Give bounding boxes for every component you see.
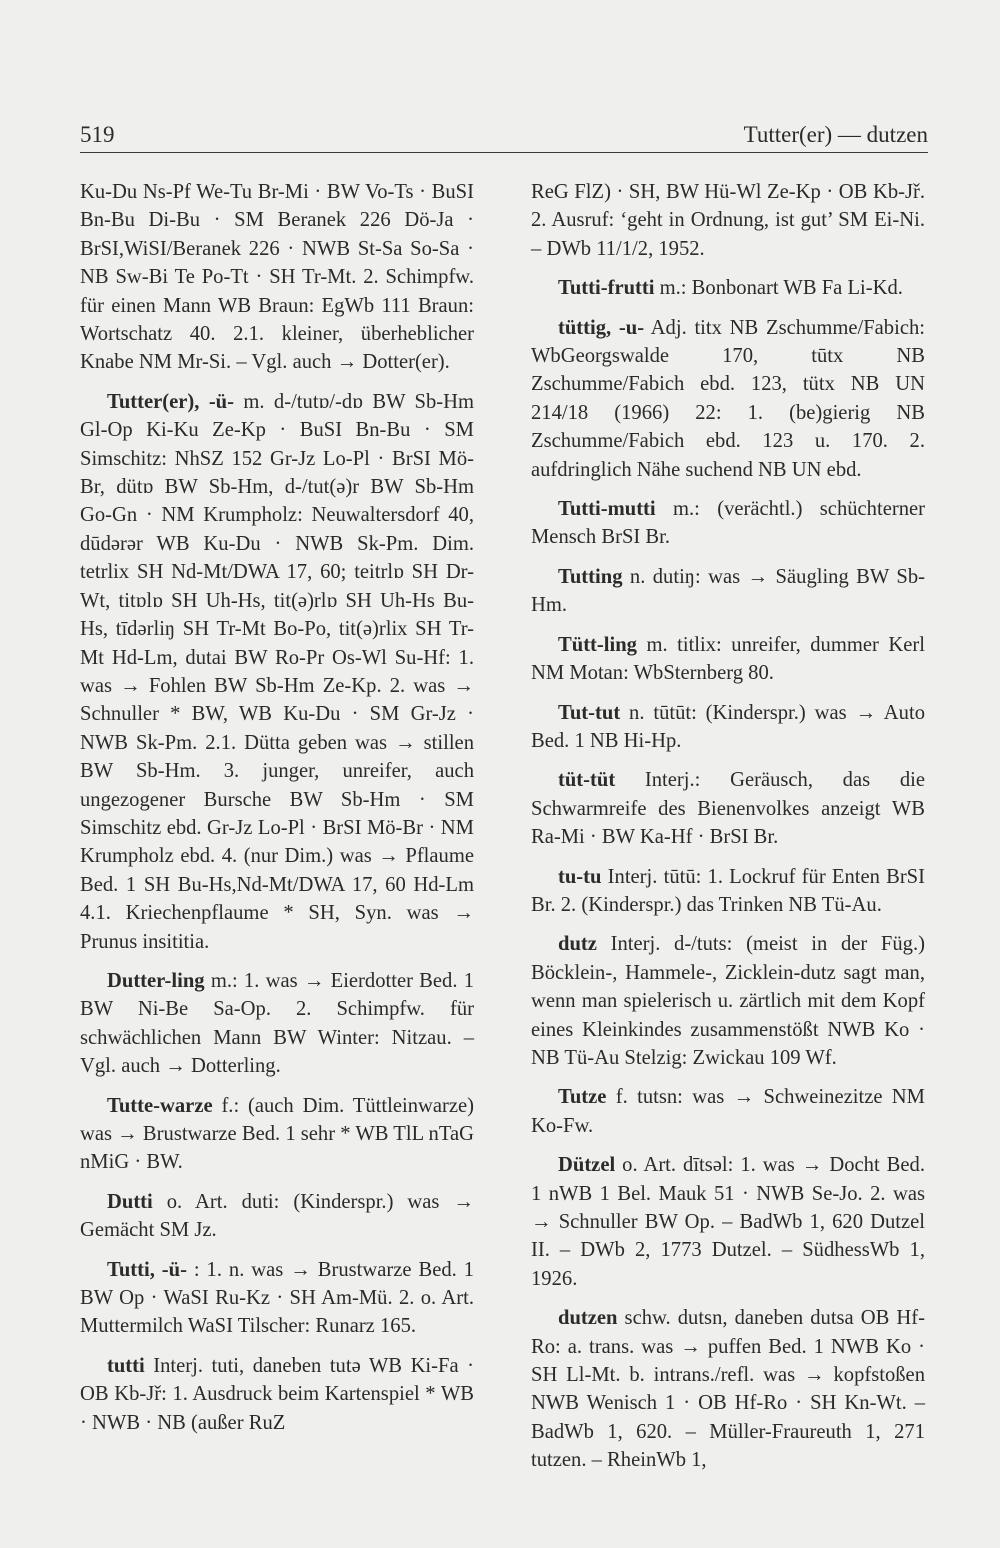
- entry-headword: tutti: [107, 1354, 145, 1377]
- page-header: [80, 118, 928, 153]
- entry-headword: Tütt-ling: [558, 633, 637, 656]
- dictionary-entry: [80, 1352, 474, 1437]
- entry-text: Adj. titx NB Zschumme/Fabich: WbGeorgswalde 170, tūtx NB Zschumme/Fabich ebd. 123, tütx NB UN 214/18 (1966) 22: 1. (be)gierig NB Zschumme/Fabich ebd. 123 u. 170. 2. aufdringlich Nähe suchend NB UN ebd.: [531, 316, 925, 481]
- dictionary-entry: [531, 178, 925, 263]
- entry-text: : 1. n. was → Brustwarze Bed. 1 BW Op · WaSI Ru-Kz · SH Am-Mü. 2. o. Art. Muttermilch WaSI Tilscher: Runarz 165.: [80, 1258, 474, 1338]
- dictionary-entry: [531, 1151, 925, 1293]
- dictionary-entry: [531, 495, 925, 552]
- left-column: [80, 178, 474, 1448]
- dictionary-entry: [80, 1092, 474, 1177]
- dictionary-entry: [80, 178, 474, 377]
- entry-headword: Tutting: [558, 565, 623, 588]
- entry-text: Interj. d-/tuts: (meist in der Füg.) Böcklein-, Hammele-, Zicklein-dutz sagt man, wenn man spielerisch u. zärtlich mit dem Kopf eines Kleinkindes zusammenstößt NWB Ko · NB Tü-Au Stelzig: Zwickau 109 Wf.: [531, 933, 925, 1069]
- entry-text: o. Art. duti: (Kinderspr.) was → Gemächt SM Jz.: [80, 1190, 474, 1242]
- dictionary-entry: [80, 388, 474, 956]
- page-number: 519: [80, 122, 115, 147]
- dictionary-entry: [531, 930, 925, 1072]
- running-head: Tutter(er) — dutzen: [743, 122, 928, 147]
- entry-text: o. Art. dītsəl: 1. was → Docht Bed. 1 nWB 1 Bel. Mauk 51 · NWB Se-Jo. 2. was → Schnuller BW Op. – BadWb 1, 620 Dutzel II. – DWb 2, 1773 Dutzel. – SüdhessWb 1, 1926.: [531, 1154, 925, 1290]
- entry-headword: tüttig, -u-: [558, 316, 645, 339]
- entry-text: Interj. tuti, daneben tutə WB Ki-Fa · OB Kb-Jř: 1. Ausdruck beim Kartenspiel * WB · NWB · NB (außer RuZ: [80, 1354, 474, 1434]
- dictionary-entry: [80, 967, 474, 1081]
- entry-text: m. d-/tutɒ/-dɒ BW Sb-Hm Gl-Op Ki-Ku Ze-Kp · BuSI Bn-Bu · SM Simschitz: NhSZ 152 Gr-Jz Lo-Pl · BrSI Mö-Br, dütɒ BW Sb-Hm, d-/tut(ə)r BW Sb-Hm Go-Gn · NM Krumpholz: Neuwaltersdorf 40, dūdərər WB Ku-Du · NWB Sk-Pm. Dim. tetrlix SH Nd-Mt/DWA 17, 60; teitrlɒ SH Dr-Wt, titɒlɒ SH Uh-Hs, tit(ə)rlɒ SH Uh-Hs Bu-Hs, tīdərliŋ SH Tr-Mt Bo-Po, tit(ə)rlix SH Tr-Mt Hd-Lm, dutai BW Ro-Pr Os-Wl Su-Hf: 1. was → Fohlen BW Sb-Hm Ze-Kp. 2. was → Schnuller * BW, WB Ku-Du · SM Gr-Jz · NWB Sk-Pm. 2.1. Dütta geben was → stillen BW Sb-Hm. 3. junger, unreifer, auch ungezogener Bursche BW Sb-Hm · SM Simschitz ebd. Gr-Jz Lo-Pl · BrSI Mö-Br · NM Krumpholz ebd. 4. (nur Dim.) was → Pflaume Bed. 1 SH Bu-Hs,Nd-Mt/DWA 17, 60 Hd-Lm 4.1. Kriechenpflaume * SH, Syn. was → Prunus insititia.: [80, 390, 475, 953]
- entry-headword: Tutze: [558, 1086, 607, 1109]
- dictionary-entry: [531, 631, 925, 688]
- dictionary-entry: [531, 274, 925, 302]
- entry-headword: Tutte-warze: [107, 1094, 213, 1117]
- entry-text: m.: 1. was → Eierdotter Bed. 1 BW Ni-Be Sa-Op. 2. Schimpfw. für schwächlichen Mann BW Winter: Nitzau. – Vgl. auch → Dotterling.: [80, 969, 474, 1078]
- entry-headword: dutzen: [558, 1307, 618, 1330]
- dictionary-entry: [531, 1304, 925, 1474]
- entry-headword: Tutti-frutti: [558, 277, 655, 300]
- entry-headword: Tutti, -ü-: [107, 1258, 187, 1281]
- entry-text: f. tutsn: was → Schweinezitze NM Ko-Fw.: [531, 1086, 925, 1137]
- dictionary-entry: [531, 1083, 925, 1140]
- entry-text: f.: (auch Dim. Tüttleinwarze) was → Brustwarze Bed. 1 sehr * WB TlL nTaG nMiG · BW.: [80, 1094, 474, 1174]
- dictionary-entry: [80, 1188, 474, 1245]
- entry-text: m.: (verächtl.) schüchterner Mensch BrSI Br.: [531, 498, 925, 549]
- entry-text: Interj. tūtū: 1. Lockruf für Enten BrSI Br. 2. (Kinderspr.) das Trinken NB Tü-Au.: [531, 865, 925, 916]
- entry-headword: Tutti-mutti: [558, 498, 656, 521]
- dictionary-entry: [80, 1256, 474, 1341]
- dictionary-entry: [531, 314, 925, 484]
- entry-headword: tüt-tüt: [558, 769, 616, 792]
- dictionary-entry: [531, 863, 925, 920]
- entry-headword: Tut-tut: [558, 701, 621, 724]
- dictionary-entry: [531, 766, 925, 851]
- entry-headword: Tutter(er), -ü-: [107, 390, 234, 413]
- entry-text: m.: Bonbonart WB Fa Li-Kd.: [654, 277, 903, 300]
- entry-text: Interj.: Geräusch, das die Schwarmreife des Bienenvolkes anzeigt WB Ra-Mi · BW Ka-Hf · BrSI Br.: [531, 769, 925, 849]
- entry-headword: Dutti: [107, 1190, 153, 1213]
- dictionary-entry: [531, 563, 925, 620]
- entry-headword: tu-tu: [558, 865, 602, 888]
- entry-text: n. tūtūt: (Kinderspr.) was → Auto Bed. 1 NB Hi-Hp.: [531, 701, 925, 752]
- entry-headword: Dutter-ling: [107, 969, 205, 992]
- entry-text: Ku-Du Ns-Pf We-Tu Br-Mi · BW Vo-Ts · BuSI Bn-Bu Di-Bu · SM Beranek 226 Dö-Ja · BrSI,WiSI/Beranek 226 · NWB St-Sa So-Sa · NB Sw-Bi Te Po-Tt · SH Tr-Mt. 2. Schimpfw. für einen Mann WB Braun: EgWb 111 Braun: Wortschatz 40. 2.1. kleiner, überheblicher Knabe NM Mr-Si. – Vgl. auch → Dotter(er).: [80, 181, 474, 374]
- entry-text: m. titlix: unreifer, dummer Kerl NM Motan: WbSternberg 80.: [531, 633, 925, 685]
- entry-text: ReG FlZ) · SH, BW Hü-Wl Ze-Kp · OB Kb-Jř. 2. Ausruf: ‘geht in Ordnung, ist gut’ SM Ei-Ni. – DWb 11/1/2, 1952.: [531, 181, 925, 260]
- entry-headword: dutz: [558, 933, 597, 956]
- entry-headword: Dützel: [558, 1154, 616, 1177]
- entry-text: schw. dutsn, daneben dutsa OB Hf-Ro: a. trans. was → puffen Bed. 1 NWB Ko · SH Ll-Mt. b. intrans./refl. was → kopfstoßen NWB Wenisch 1 · OB Hf-Ro · SH Kn-Wt. – BadWb 1, 620. – Müller-Fraureuth 1, 271 tutzen. – RheinWb 1,: [531, 1307, 925, 1472]
- right-column: [531, 178, 925, 1486]
- dictionary-entry: [531, 699, 925, 756]
- entry-text: n. dutiŋ: was → Säugling BW Sb-Hm.: [531, 565, 925, 617]
